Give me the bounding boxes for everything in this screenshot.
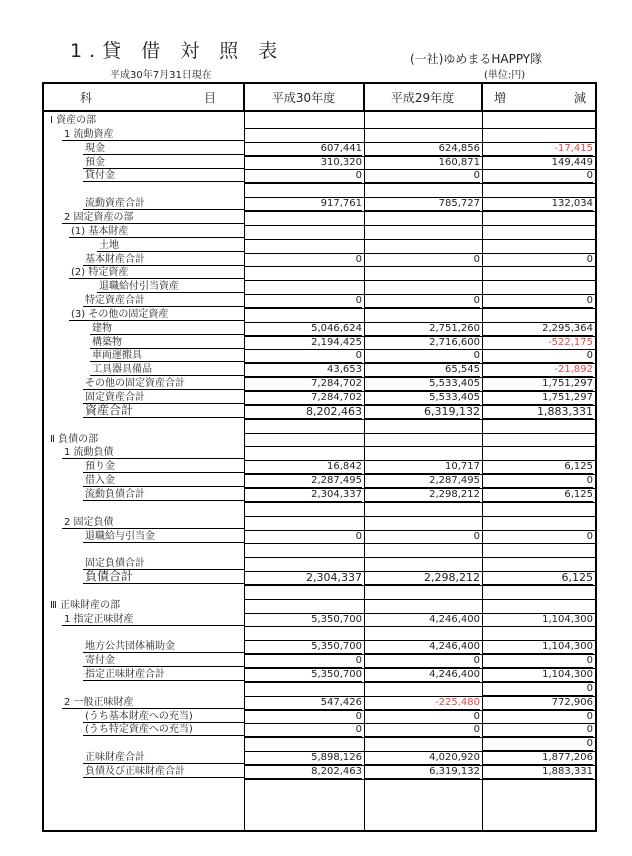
row-label: 借入金 — [85, 475, 115, 487]
row-label: 流動資産合計 — [85, 198, 145, 210]
row-value-h30: 8,202,463 — [244, 405, 362, 419]
row-value-diff: 0 — [482, 169, 593, 183]
row-value-h29 — [364, 114, 480, 127]
row-label: 特定資産合計 — [85, 295, 145, 307]
row-label: 1 流動負債 — [64, 447, 114, 459]
row-value-diff: 0 — [482, 723, 593, 737]
row-value-h29: 6,319,132 — [364, 405, 480, 419]
row-value-h29: 160,871 — [364, 156, 480, 170]
label-underline — [69, 237, 244, 238]
row-value-h30 — [244, 114, 362, 127]
row-value-h30 — [244, 225, 362, 238]
label-underline — [83, 722, 244, 723]
row-value-h29 — [364, 211, 480, 224]
row-value-h29 — [364, 516, 480, 529]
label-underline — [83, 777, 244, 778]
row-value-h29: 4,020,920 — [364, 751, 480, 765]
label-underline — [69, 320, 244, 321]
row-value-h30: 5,350,700 — [244, 613, 362, 627]
row-value-h30 — [244, 516, 362, 529]
label-underline — [83, 500, 244, 501]
row-value-diff: 132,034 — [482, 197, 593, 211]
row-label: 固定負債合計 — [85, 558, 145, 570]
row-value-diff: -522,175 — [482, 336, 593, 350]
row-value-h30: 5,898,126 — [244, 751, 362, 765]
row-value-h29 — [364, 446, 480, 459]
row-value-h30 — [244, 626, 362, 639]
row-value-diff: 1,877,206 — [482, 751, 593, 765]
row-value-diff: 0 — [482, 530, 593, 544]
row-value-h29: 4,246,400 — [364, 668, 480, 682]
row-value-diff: 0 — [482, 253, 593, 267]
row-value-h30: 917,761 — [244, 197, 362, 211]
row-value-diff: 6,125 — [482, 488, 593, 502]
row-value-h30: 16,842 — [244, 460, 362, 474]
row-label: 2 固定負債 — [64, 516, 114, 528]
row-label: 資産合計 — [85, 402, 134, 417]
label-underline — [83, 417, 244, 418]
row-value-h30 — [244, 211, 362, 224]
row-value-h29 — [364, 239, 480, 252]
row-value-diff — [482, 516, 593, 529]
row-value-h29 — [364, 626, 480, 639]
balance-sheet-table — [42, 82, 597, 832]
label-underline — [90, 348, 244, 349]
row-value-h30 — [244, 682, 362, 695]
row-value-h30: 43,653 — [244, 363, 362, 377]
label-underline — [97, 292, 244, 293]
row-value-h29 — [364, 585, 480, 598]
row-value-diff: 2,295,364 — [482, 322, 593, 336]
row-value-h29: 785,727 — [364, 197, 480, 211]
label-underline — [83, 735, 244, 736]
label-underline — [62, 458, 244, 459]
row-label: 地方公共団体補助金 — [85, 641, 175, 653]
row-value-h30: 2,304,337 — [244, 488, 362, 502]
row-label: 貸付金 — [85, 170, 115, 182]
row-value-h30: 0 — [244, 530, 362, 544]
row-value-h30 — [244, 280, 362, 293]
row-value-h30 — [244, 419, 362, 432]
label-underline — [69, 278, 244, 279]
diff-header-left: 増 — [494, 90, 507, 105]
label-underline — [62, 223, 244, 224]
row-value-h29: 2,751,260 — [364, 322, 480, 336]
row-value-h30: 0 — [244, 349, 362, 363]
subject-header — [44, 84, 244, 112]
row-value-h29 — [364, 225, 480, 238]
label-underline — [83, 306, 244, 307]
row-value-h29: 2,287,495 — [364, 474, 480, 488]
label-underline — [90, 361, 244, 362]
row-value-h29 — [364, 308, 480, 321]
row-label: 建物 — [92, 322, 112, 334]
row-label: 1 指定正味財産 — [64, 613, 134, 625]
row-label: 正味財産合計 — [85, 752, 145, 764]
row-value-h30 — [244, 502, 362, 515]
row-value-diff — [482, 433, 593, 446]
subject-header-right: 目 — [204, 90, 217, 105]
row-value-diff: 0 — [482, 737, 593, 751]
row-value-diff: 1,883,331 — [482, 765, 593, 779]
row-value-h30 — [244, 557, 362, 570]
row-value-h30 — [244, 543, 362, 556]
row-value-diff: -21,892 — [482, 363, 593, 377]
label-underline — [83, 472, 244, 473]
label-underline — [62, 140, 244, 141]
label-underline — [83, 542, 244, 543]
row-label: 寄付金 — [85, 655, 115, 667]
row-label: 構築物 — [92, 336, 122, 348]
row-label: Ⅱ 負債の部 — [50, 433, 99, 445]
row-label: 工具器具備品 — [92, 364, 152, 376]
row-value-diff — [482, 446, 593, 459]
organization-name: (一社)ゆめまるHAPPY隊 — [410, 52, 543, 66]
diff-header-right: 減 — [574, 90, 587, 105]
row-label: 1 流動資産 — [64, 128, 114, 140]
row-value-h30: 2,194,425 — [244, 336, 362, 350]
row-value-h29: 0 — [364, 654, 480, 668]
row-value-diff: 6,125 — [482, 571, 593, 585]
row-value-h29: 4,246,400 — [364, 613, 480, 627]
row-value-h29 — [364, 266, 480, 279]
row-value-h30: 7,284,702 — [244, 391, 362, 405]
row-value-h30: 2,304,337 — [244, 571, 362, 585]
row-value-diff — [482, 183, 593, 196]
row-value-h29: 0 — [364, 253, 480, 267]
row-value-h30: 5,350,700 — [244, 640, 362, 654]
label-underline — [83, 209, 244, 210]
row-value-diff — [482, 128, 593, 141]
label-underline — [83, 168, 244, 169]
row-value-h30: 607,441 — [244, 142, 362, 156]
row-label: Ⅰ 資産の部 — [50, 115, 97, 126]
row-label: (3) その他の固定資産 — [71, 308, 169, 320]
row-value-h29: -225,480 — [364, 696, 480, 710]
row-value-diff — [482, 225, 593, 238]
row-value-h29: 2,298,212 — [364, 571, 480, 585]
row-value-diff — [482, 543, 593, 556]
row-label: 土地 — [99, 239, 119, 251]
label-underline — [83, 666, 244, 667]
row-value-h29: 0 — [364, 710, 480, 724]
row-label: 退職給与引当金 — [85, 530, 155, 542]
row-divider — [244, 779, 595, 780]
label-underline — [62, 708, 244, 709]
row-value-h29: 0 — [364, 294, 480, 308]
row-value-h30 — [244, 239, 362, 252]
row-value-h29 — [364, 419, 480, 432]
label-underline — [83, 181, 244, 182]
row-value-h29: 65,545 — [364, 363, 480, 377]
row-value-h30: 7,284,702 — [244, 377, 362, 391]
row-label: 車両運搬具 — [92, 350, 142, 362]
row-label: 2 固定資産の部 — [64, 211, 134, 223]
row-value-h30: 0 — [244, 253, 362, 267]
row-value-h29 — [364, 128, 480, 141]
as-of-date: 平成30年7月31日現在 — [110, 70, 212, 81]
row-value-diff — [482, 626, 593, 639]
row-value-h29 — [364, 599, 480, 612]
row-label: 現金 — [85, 142, 105, 154]
row-label: 指定正味財産合計 — [85, 669, 165, 680]
label-underline — [62, 625, 244, 626]
row-value-h29 — [364, 557, 480, 570]
row-value-h30: 547,426 — [244, 696, 362, 710]
label-underline — [83, 154, 244, 155]
row-value-diff — [482, 266, 593, 279]
row-value-diff: 0 — [482, 349, 593, 363]
row-value-h29: 4,246,400 — [364, 640, 480, 654]
row-value-h30 — [244, 446, 362, 459]
row-value-h29: 0 — [364, 723, 480, 737]
row-value-h30 — [244, 308, 362, 321]
label-underline — [83, 652, 244, 653]
row-label: (1) 基本財産 — [71, 225, 129, 237]
row-value-h29: 2,716,600 — [364, 336, 480, 350]
row-value-h30 — [244, 266, 362, 279]
document-title: 1.貸 借 対 照 表 — [70, 40, 285, 62]
h30-header: 平成30年度 — [244, 84, 364, 112]
row-value-h29: 0 — [364, 349, 480, 363]
row-value-h29 — [364, 280, 480, 293]
row-value-h30 — [244, 128, 362, 141]
subject-header-left: 科 — [80, 90, 93, 105]
row-label: 預り金 — [85, 461, 115, 473]
row-value-h30 — [244, 433, 362, 446]
row-value-diff: 1,751,297 — [482, 391, 593, 405]
row-value-h29: 624,856 — [364, 142, 480, 156]
row-value-diff — [482, 599, 593, 612]
row-label: 基本財産合計 — [85, 253, 145, 265]
row-label: 負債合計 — [85, 569, 134, 584]
row-value-h29: 6,319,132 — [364, 765, 480, 779]
row-label: (うち特定資産への充当) — [85, 724, 193, 736]
label-underline — [83, 680, 244, 681]
diff-header — [482, 84, 595, 112]
row-value-diff: 1,883,331 — [482, 405, 593, 419]
row-value-h29 — [364, 502, 480, 515]
row-label: 2 一般正味財産 — [64, 696, 134, 708]
row-value-diff — [482, 114, 593, 127]
row-value-h29: 2,298,212 — [364, 488, 480, 502]
unit-label: (単位:円) — [484, 70, 526, 81]
row-label: 預金 — [85, 156, 105, 168]
row-value-diff: 0 — [482, 710, 593, 724]
row-value-h29 — [364, 433, 480, 446]
row-value-h30: 0 — [244, 169, 362, 183]
row-value-diff: 1,104,300 — [482, 668, 593, 682]
row-value-diff — [482, 502, 593, 515]
row-value-diff — [482, 211, 593, 224]
row-value-h30: 0 — [244, 710, 362, 724]
row-label: (2) 特定資産 — [71, 267, 129, 279]
row-value-diff — [482, 557, 593, 570]
row-label: 負債及び正味財産合計 — [85, 765, 185, 777]
row-value-diff: 1,104,300 — [482, 613, 593, 627]
label-underline — [90, 375, 244, 376]
row-value-diff: 0 — [482, 474, 593, 488]
row-value-h30 — [244, 585, 362, 598]
label-underline — [97, 251, 244, 252]
row-value-h29: 0 — [364, 530, 480, 544]
row-value-h29: 0 — [364, 169, 480, 183]
row-value-diff: 1,751,297 — [482, 377, 593, 391]
row-value-h30 — [244, 183, 362, 196]
row-value-diff — [482, 280, 593, 293]
row-value-h30: 0 — [244, 654, 362, 668]
row-label: その他の固定資産合計 — [85, 378, 185, 390]
row-label: Ⅲ 正味財産の部 — [50, 599, 121, 611]
row-value-diff — [482, 239, 593, 252]
row-value-h30: 0 — [244, 723, 362, 737]
row-value-h30: 5,350,700 — [244, 668, 362, 682]
row-label: (うち基本財産への充当) — [85, 710, 193, 722]
row-value-diff — [482, 308, 593, 321]
row-value-h30: 5,046,624 — [244, 322, 362, 336]
row-value-h29 — [364, 543, 480, 556]
label-underline — [83, 389, 244, 390]
row-value-diff: 1,104,300 — [482, 640, 593, 654]
row-value-diff: 0 — [482, 294, 593, 308]
row-value-diff: 149,449 — [482, 156, 593, 170]
label-underline — [83, 763, 244, 764]
row-value-h29 — [364, 737, 480, 750]
row-value-h29 — [364, 183, 480, 196]
row-value-h30: 310,320 — [244, 156, 362, 170]
row-value-h30: 0 — [244, 294, 362, 308]
row-value-h30: 8,202,463 — [244, 765, 362, 779]
row-value-diff: 0 — [482, 654, 593, 668]
row-value-diff — [482, 585, 593, 598]
row-value-h30: 2,287,495 — [244, 474, 362, 488]
row-value-h29 — [364, 682, 480, 695]
row-value-diff: 6,125 — [482, 460, 593, 474]
row-value-h29: 10,717 — [364, 460, 480, 474]
row-value-h30 — [244, 737, 362, 750]
row-label: 固定資産合計 — [85, 392, 145, 403]
row-value-h30 — [244, 599, 362, 612]
row-value-diff: 772,906 — [482, 696, 593, 710]
row-label: 流動負債合計 — [85, 488, 145, 500]
row-label: 退職給付引当資産 — [99, 281, 179, 293]
row-value-diff: 0 — [482, 682, 593, 696]
label-underline — [83, 486, 244, 487]
label-underline — [62, 528, 244, 529]
row-value-h29: 5,533,405 — [364, 377, 480, 391]
label-underline — [90, 334, 244, 335]
row-value-diff: -17,415 — [482, 142, 593, 156]
label-underline — [83, 583, 244, 584]
row-value-diff — [482, 419, 593, 432]
label-underline — [83, 265, 244, 266]
h29-header: 平成29年度 — [364, 84, 482, 112]
row-value-h29: 5,533,405 — [364, 391, 480, 405]
